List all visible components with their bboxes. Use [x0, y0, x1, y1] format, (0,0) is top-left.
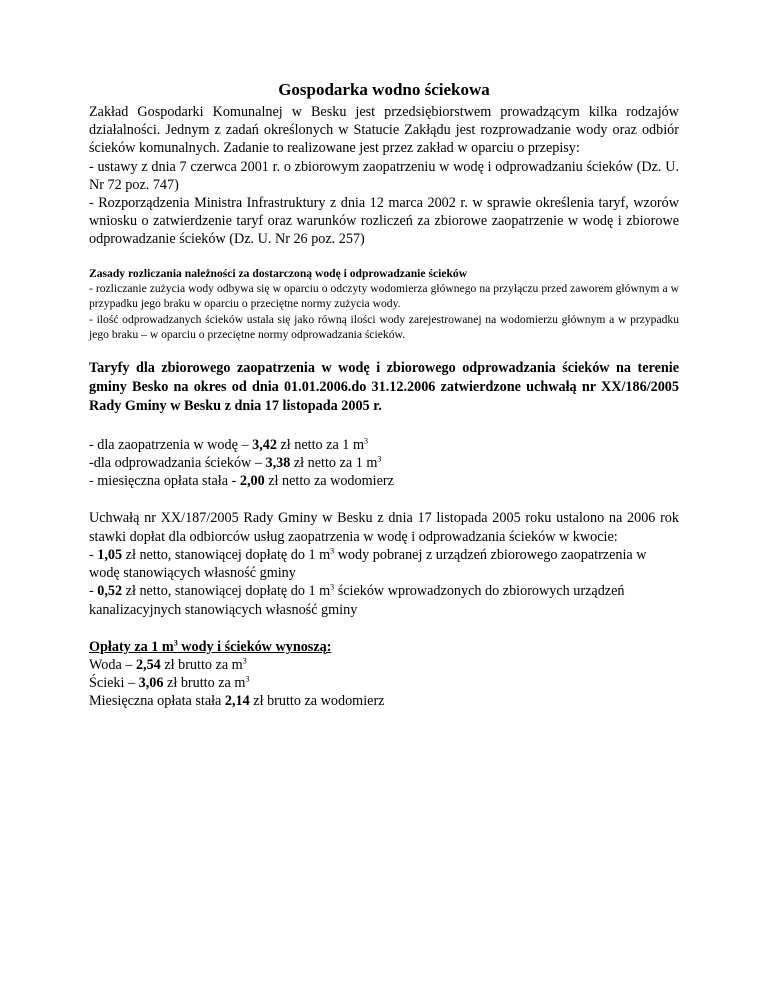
fees-water-line: Woda – 2,54 zł brutto za $m^3$: [89, 656, 247, 673]
tariff-water-line: - dla zaopatrzenia w wodę – 3,42 zł netto za 1 $m^3$: [89, 436, 368, 453]
fees-fixed-line: Miesięczna opłata stała 2,14 zł brutto za wodomierz: [89, 693, 385, 710]
rules-section: [89, 266, 679, 343]
tariff-heading: Taryfy dla zbiorowego zaopatrzenia w wodę i zbiorowego odprowadzania ścieków na terenie gminy Besko na okres od dnia 01.01.2006.do 31.12.2006 zatwierdzone uchwałą nr XX/186/2005 Rady Gminy w Besku z dnia 17 listopada 2005 r.: [89, 359, 679, 415]
tariff-fee-line: - miesięczna opłata stała - 2,00 zł netto za wodomierz: [89, 473, 394, 490]
document-title: Gospodarka wodno ściekowa: [278, 80, 490, 99]
rules-heading: Zasady rozliczania należności za dostarczoną wodę i odprowadzanie ścieków: [89, 266, 468, 280]
fees-sewage-line: Ścieki – 3,06 zł brutto za $m^3$: [89, 674, 250, 692]
rules-item-water: - rozliczanie zużycia wody odbywa się w oparciu o odczyty wodomierza głównego na przyłączu przed zaworem głównym a w przypadku jego braku w oparciu o przeciętne normy zużycia wody.: [89, 282, 679, 311]
intro-law-2: - Rozporządzenia Ministra Infrastruktury z dnia 12 marca 2002 r. w sprawie określenia taryf, wzorów wniosku o zatwierdzenie taryf oraz warunków rozliczeń za zbiorowe zaopatrzenie w wodę i zbiorowe odprowadzanie ścieków (Dz. U. Nr 26 poz. 257): [89, 195, 679, 248]
intro-section: [89, 103, 679, 249]
tariff-sewage-line: -dla odprowadzania ścieków – 3,38 zł netto za 1 $m^3$: [89, 454, 382, 472]
subsidy-section: [89, 509, 679, 618]
subsidy-item-water: - 1,05 zł netto, stanowiącej dopłatę do 1 $m^3$ wody pobranej z urządzeń zbiorowego zaopatrzenia w wodę stanowiących własność gminy: [89, 546, 647, 582]
fees-section: [89, 638, 679, 711]
subsidy-intro: Uchwałą nr XX/187/2005 Rady Gminy w Besku z dnia 17 listopada 2005 roku ustalono na 2006 rok stawki dopłat dla odbiorców usług zaopatrzenia w wodę i odprowadzania ścieków w kwocie:: [89, 510, 679, 545]
subsidy-item-sewage: - 0,52 zł netto, stanowiącej dopłatę do 1 $m^3$ ścieków wprowadzonych do zbiorowych urządzeń kanalizacyjnych stanowiących własność gminy: [89, 582, 625, 618]
rules-item-sewage: - ilość odprowadzanych ścieków ustala się jako równą ilości wody zarejestrowanej na wodomierzu głównym a w przypadku jego braku – w oparciu o przeciętne normy odprowadzania ścieków.: [89, 312, 679, 342]
fees-heading: Opłaty za 1 $m^3$ wody i ścieków wynoszą:: [89, 637, 332, 655]
intro-paragraph: Zakład Gospodarki Komunalnej w Besku jest przedsiębiorstwem prowadzącym kilka rodzajów działalności. Jednym z zadań określonych w Statucie Zakłądu jest rozprowadzanie wody oraz odbiór ścieków komunalnych. Zadanie to realizowane jest przez zakład w oparciu o przepisy:: [89, 104, 679, 157]
tariff-list: [89, 436, 679, 491]
document-page: [89, 80, 679, 711]
intro-law-1: - ustawy z dnia 7 czerwca 2001 r. o zbiorowym zaopatrzeniu w wodę i odprowadzaniu ścieków (Dz. U. Nr 72 poz. 747): [89, 158, 679, 193]
